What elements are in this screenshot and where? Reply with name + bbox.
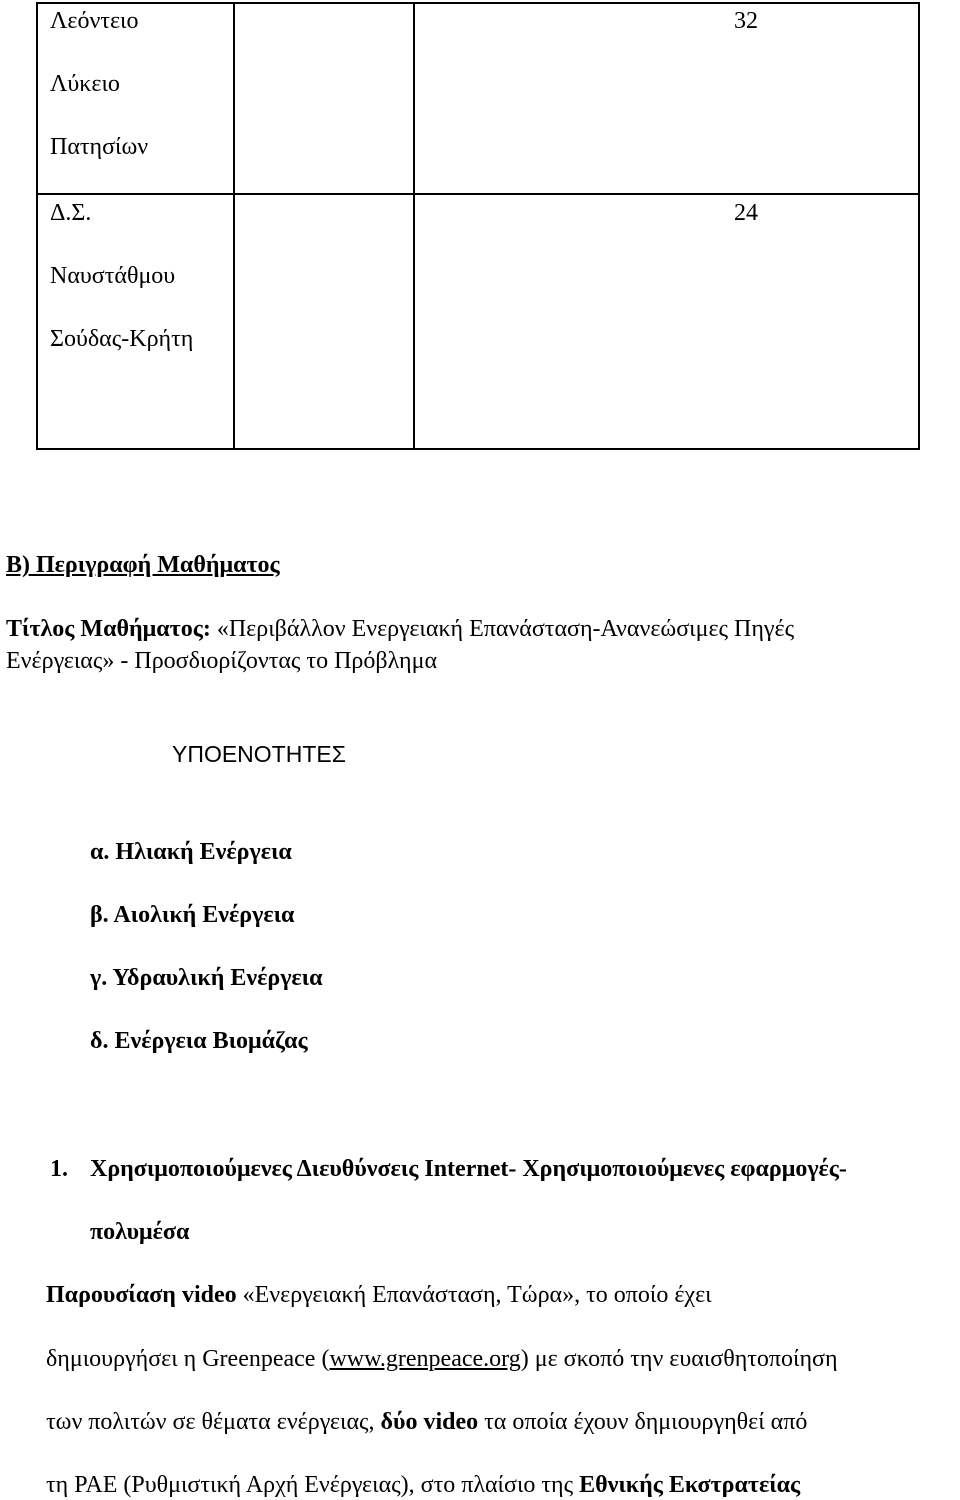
school-name-line: Λεόντειο [50,8,139,34]
course-title [6,615,794,643]
course-title-continued: Ενέργειας» - Προσδιορίζοντας το Πρόβλημα [6,648,438,674]
text-run: τη ΡΑΕ (Ρυθμιστική Αρχή Ενέργειας), στο πλαίσιο της [46,1472,580,1498]
schools-table [36,2,920,450]
paragraph-line [46,1408,807,1436]
school-name-line: Πατησίων [50,134,149,160]
course-title-value: «Περιβάλλον Ενεργειακή Επανάσταση-Ανανεώσιμες Πηγές [216,616,795,642]
subunits-heading: ΥΠΟΕΝΟΤΗΤΕΣ [172,741,346,767]
bold-phrase: δύο video [380,1409,479,1435]
school-name-line: Ναυστάθμου [50,263,176,289]
section-heading: Β) Περιγραφή Μαθήματος [6,552,280,578]
text-run: «Ενεργειακή Επανάσταση, Τώρα», το οποίο έχει [236,1282,712,1308]
paragraph-line [46,1281,712,1309]
bold-phrase: Παρουσίαση video [46,1282,237,1308]
text-run: τα οποία έχουν δημιουργηθεί από [478,1409,808,1435]
table-row-divider [36,193,920,195]
text-run: των πολιτών σε θέματα ενέργειας, [46,1409,381,1435]
subunit-item: δ. Ενέργεια Βιομάζας [90,1028,308,1054]
school-name-line: Σούδας-Κρήτη [50,326,194,352]
bold-phrase: Εθνικής Εκστρατείας [579,1472,801,1498]
text-run: δημιουργήσει η Greenpeace ( [46,1346,330,1372]
text-run: ) με σκοπό την ευαισθητοποίηση [520,1346,838,1372]
internet-heading-continued: πολυμέσα [90,1219,190,1245]
subunit-item: γ. Υδραυλική Ενέργεια [90,965,323,991]
course-title-label: Τίτλος Μαθήματος: [6,616,211,642]
paragraph-line [46,1345,838,1373]
list-number: 1. [50,1156,68,1182]
greenpeace-link[interactable]: www.grenpeace.org [329,1346,521,1372]
school-name-line: Δ.Σ. [50,200,92,226]
student-count: 24 [734,200,758,226]
subunit-item: β. Αιολική Ενέργεια [90,902,295,928]
subunit-item: α. Ηλιακή Ενέργεια [90,839,292,865]
paragraph-line [46,1471,800,1499]
school-name-line: Λύκειο [50,71,120,97]
table-divider [233,2,235,450]
internet-heading: Χρησιμοποιούμενες Διευθύνσεις Internet- Χρησιμοποιούμενες εφαρμογές- [90,1156,847,1182]
table-divider [413,2,415,450]
student-count: 32 [734,8,758,34]
